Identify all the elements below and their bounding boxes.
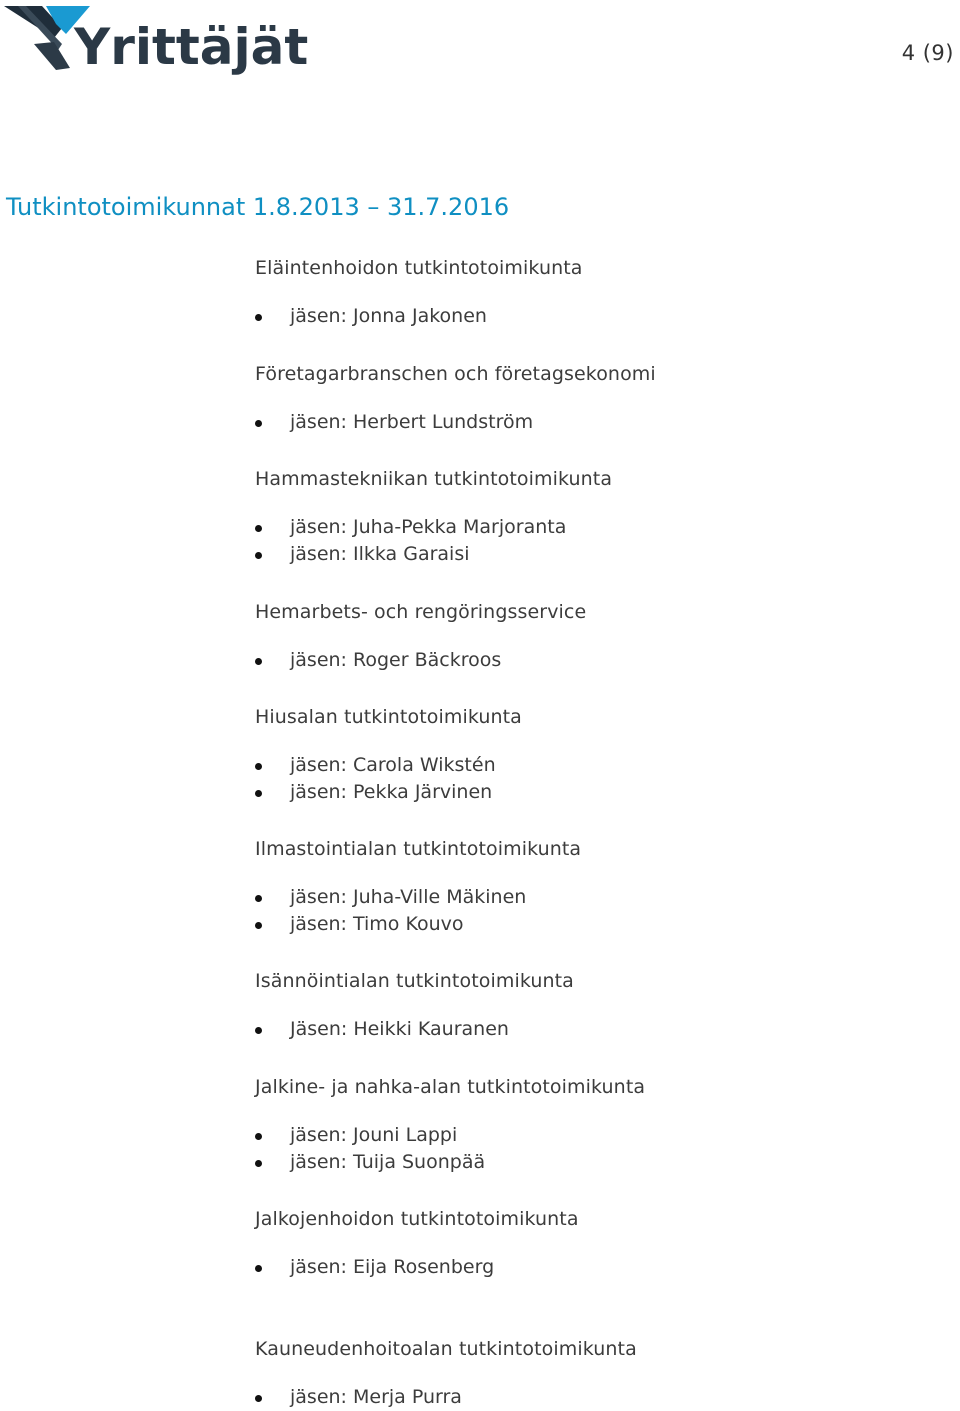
bullet-icon: [255, 895, 262, 902]
section-heading: Kauneudenhoitoalan tutkintotoimikunta: [255, 1338, 637, 1360]
member-text: jäsen: Herbert Lundström: [290, 411, 534, 433]
member-text: jäsen: Roger Bäckroos: [290, 649, 502, 671]
section-heading: Ilmastointialan tutkintotoimikunta: [255, 838, 582, 860]
member-text: jäsen: Ilkka Garaisi: [290, 542, 470, 565]
bullet-icon: [255, 420, 262, 427]
member-list: [255, 1384, 462, 1411]
bullet-icon: [255, 763, 262, 770]
member-text: jäsen: Eija Rosenberg: [290, 1256, 495, 1278]
member-list: [255, 752, 496, 805]
member-item: [255, 1254, 494, 1281]
member-item: [255, 409, 533, 436]
member-item: [255, 647, 501, 674]
member-item: [255, 1122, 485, 1149]
page-number: 4 (9): [901, 41, 954, 65]
member-text: jäsen: Jonna Jakonen: [290, 305, 487, 327]
section-heading: Eläintenhoidon tutkintotoimikunta: [255, 257, 583, 279]
member-item: [255, 1016, 509, 1043]
document-title: Tutkintotoimikunnat 1.8.2013 – 31.7.2016: [6, 193, 510, 221]
bullet-icon: [255, 1265, 262, 1272]
member-text: jäsen: Jouni Lappi: [290, 1124, 458, 1146]
bullet-icon: [255, 1027, 262, 1034]
member-list: [255, 884, 526, 937]
section-heading: Jalkine- ja nahka-alan tutkintotoimikunta: [255, 1076, 646, 1098]
member-list: [255, 303, 487, 330]
member-text: jäsen: Timo Kouvo: [290, 912, 464, 935]
member-text: jäsen: Pekka Järvinen: [290, 780, 493, 803]
bullet-icon: [255, 314, 262, 321]
section-heading: Hiusalan tutkintotoimikunta: [255, 706, 522, 728]
member-text: jäsen: Merja Purra: [290, 1386, 462, 1408]
bullet-icon: [255, 1160, 262, 1167]
section-heading: Hemarbets- och rengöringsservice: [255, 601, 587, 623]
section-heading: Isännöintialan tutkintotoimikunta: [255, 970, 574, 992]
member-item: [255, 303, 487, 330]
bullet-icon: [255, 1133, 262, 1140]
member-text: jäsen: Carola Wikstén: [290, 754, 496, 776]
member-list: [255, 1254, 494, 1281]
member-item: [255, 1149, 485, 1176]
member-item: [255, 514, 566, 541]
member-text: jäsen: Juha-Pekka Marjoranta: [290, 516, 567, 538]
member-list: [255, 514, 566, 567]
member-item: [255, 884, 526, 911]
section-heading: Företagarbranschen och företagsekonomi: [255, 363, 656, 385]
svg-text:Yrittäjät: Yrittäjät: [74, 18, 309, 76]
bullet-icon: [255, 525, 262, 532]
member-list: [255, 409, 533, 436]
bullet-icon: [255, 922, 262, 929]
member-text: jäsen: Juha-Ville Mäkinen: [290, 886, 527, 908]
member-item: [255, 752, 496, 779]
member-item: [255, 541, 566, 568]
member-item: [255, 779, 496, 806]
member-text: Jäsen: Heikki Kauranen: [290, 1018, 509, 1040]
bullet-icon: [255, 552, 262, 559]
member-list: [255, 1122, 485, 1175]
member-text: jäsen: Tuija Suonpää: [290, 1150, 486, 1173]
section-heading: Jalkojenhoidon tutkintotoimikunta: [255, 1208, 579, 1230]
member-item: [255, 911, 526, 938]
member-list: [255, 647, 501, 674]
bullet-icon: [255, 658, 262, 665]
section-heading: Hammastekniikan tutkintotoimikunta: [255, 468, 613, 490]
bullet-icon: [255, 790, 262, 797]
member-item: [255, 1384, 462, 1411]
bullet-icon: [255, 1395, 262, 1402]
member-list: [255, 1016, 509, 1043]
